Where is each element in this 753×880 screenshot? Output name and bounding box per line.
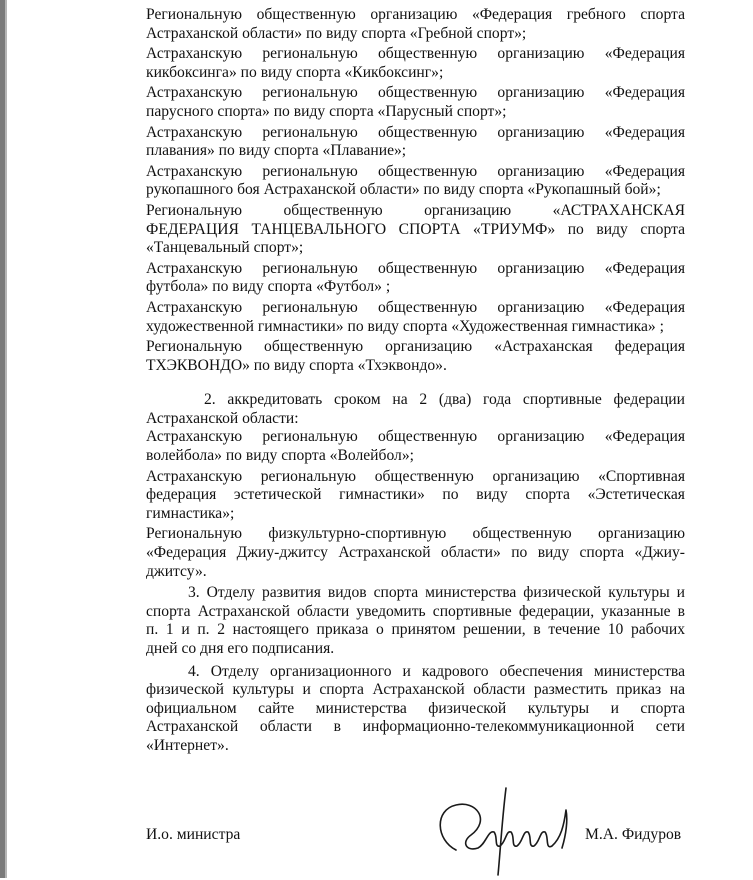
text-line: Астраханскую региональную общественную организацию «Федерация bbox=[146, 428, 685, 446]
handwritten-signature bbox=[416, 780, 586, 880]
text-line: физической культуры и спорта Астраханской области разместить приказ на bbox=[146, 681, 685, 699]
text-line: футбола» по виду спорта «Футбол» ; bbox=[146, 278, 391, 296]
text-line: ТХЭКВОНДО» по виду спорта «Тхэквондо». bbox=[146, 356, 447, 374]
text-line: Астраханскую региональную общественную организацию «Федерация bbox=[146, 123, 685, 141]
text-line: ФЕДЕРАЦИЯ ТАНЦЕВАЛЬНОГО СПОРТА «ТРИУМФ» по виду спорта bbox=[146, 220, 685, 238]
text-line: Региональную общественную организацию «Астраханская федерация bbox=[146, 338, 685, 356]
text-line: дней со дня его подписания. bbox=[146, 640, 335, 657]
text-line: 2. аккредитовать сроком на 2 (два) года спортивные федерации bbox=[204, 391, 685, 409]
signatory-name: М.А. Фидуров bbox=[585, 826, 682, 843]
text-line: плавания» по виду спорта «Плавание»; bbox=[146, 142, 407, 160]
text-line: Астраханскую региональную общественную организацию «Федерация bbox=[146, 298, 685, 316]
text-line: Астраханской области: bbox=[146, 409, 299, 427]
text-line: 4. Отделу организационного и кадрового обеспечения министерства bbox=[188, 662, 685, 680]
item-4-paragraph bbox=[146, 663, 685, 756]
text-line: «Федерация Джиу-джитсу Астраханской области» по виду спорта «Джиу- bbox=[146, 544, 685, 562]
text-line: спорта Астраханской области уведомить спортивные федерации, указанные в bbox=[146, 602, 685, 620]
text-line: п. 1 и п. 2 настоящего приказа о принятом решении, в течение 10 рабочих bbox=[146, 621, 685, 639]
list-item bbox=[146, 84, 685, 121]
list-item bbox=[146, 299, 685, 336]
list-item bbox=[146, 260, 685, 297]
list-item bbox=[146, 338, 685, 375]
text-line: Астраханскую региональную общественную организацию «Федерация bbox=[146, 45, 685, 63]
item-2-intro bbox=[146, 391, 685, 428]
text-line: Региональную общественную организацию «АСТРАХАНСКАЯ bbox=[146, 201, 685, 219]
page-edge-highlight bbox=[5, 0, 7, 878]
signatory-position: И.о. министра bbox=[146, 826, 241, 843]
text-line: парусного спорта» по виду спорта «Парусный спорт»; bbox=[146, 102, 507, 120]
text-line: Астраханскую региональную общественную организацию «Федерация bbox=[146, 84, 685, 102]
list-item bbox=[146, 6, 685, 43]
list-item bbox=[146, 124, 685, 161]
federations-list-1 bbox=[146, 6, 685, 375]
text-line: художественной гимнастики» по виду спорта «Художественная гимнастика» ; bbox=[146, 317, 664, 335]
text-line: кикбоксинга» по виду спорта «Кикбоксинг»; bbox=[146, 63, 444, 81]
signature-block bbox=[146, 820, 706, 880]
text-line: Региональную физкультурно-спортивную общественную организацию bbox=[146, 525, 685, 543]
text-line: Астраханскую региональную общественную организацию «Федерация bbox=[146, 162, 685, 180]
text-line: Региональную общественную организацию «Федерация гребного спорта bbox=[146, 6, 685, 23]
text-line: джитсу». bbox=[146, 562, 207, 580]
document-body bbox=[146, 6, 685, 756]
list-item bbox=[146, 468, 685, 524]
list-item bbox=[146, 163, 685, 200]
text-line: рукопашного боя Астраханской области» по виду спорта «Рукопашный бой»; bbox=[146, 181, 661, 199]
text-line: Астраханской области» по виду спорта «Гребной спорт»; bbox=[146, 24, 527, 42]
text-line: федерация эстетической гимнастики» по виду спорта «Эстетическая bbox=[146, 486, 685, 504]
text-line: официальном сайте министерства физической культуры и спорта bbox=[146, 699, 685, 717]
text-line: Астраханской области в информационно-телекоммуникационной сети bbox=[146, 718, 685, 736]
text-line: «Интернет». bbox=[146, 736, 229, 754]
text-line: Астраханскую региональную общественную организацию «Спортивная bbox=[146, 467, 685, 485]
item-3-paragraph bbox=[146, 584, 685, 658]
list-item bbox=[146, 202, 685, 258]
list-item bbox=[146, 45, 685, 82]
text-line: волейбола» по виду спорта «Волейбол»; bbox=[146, 447, 414, 465]
text-line: Астраханскую региональную общественную организацию «Федерация bbox=[146, 259, 685, 277]
text-line: гимнастика»; bbox=[146, 504, 235, 522]
list-item bbox=[146, 428, 685, 465]
text-line: «Танцевальный спорт»; bbox=[146, 239, 304, 257]
list-item bbox=[146, 525, 685, 581]
text-line: 3. Отделу развития видов спорта министерства физической культуры и bbox=[188, 584, 685, 602]
federations-list-2 bbox=[146, 428, 685, 581]
